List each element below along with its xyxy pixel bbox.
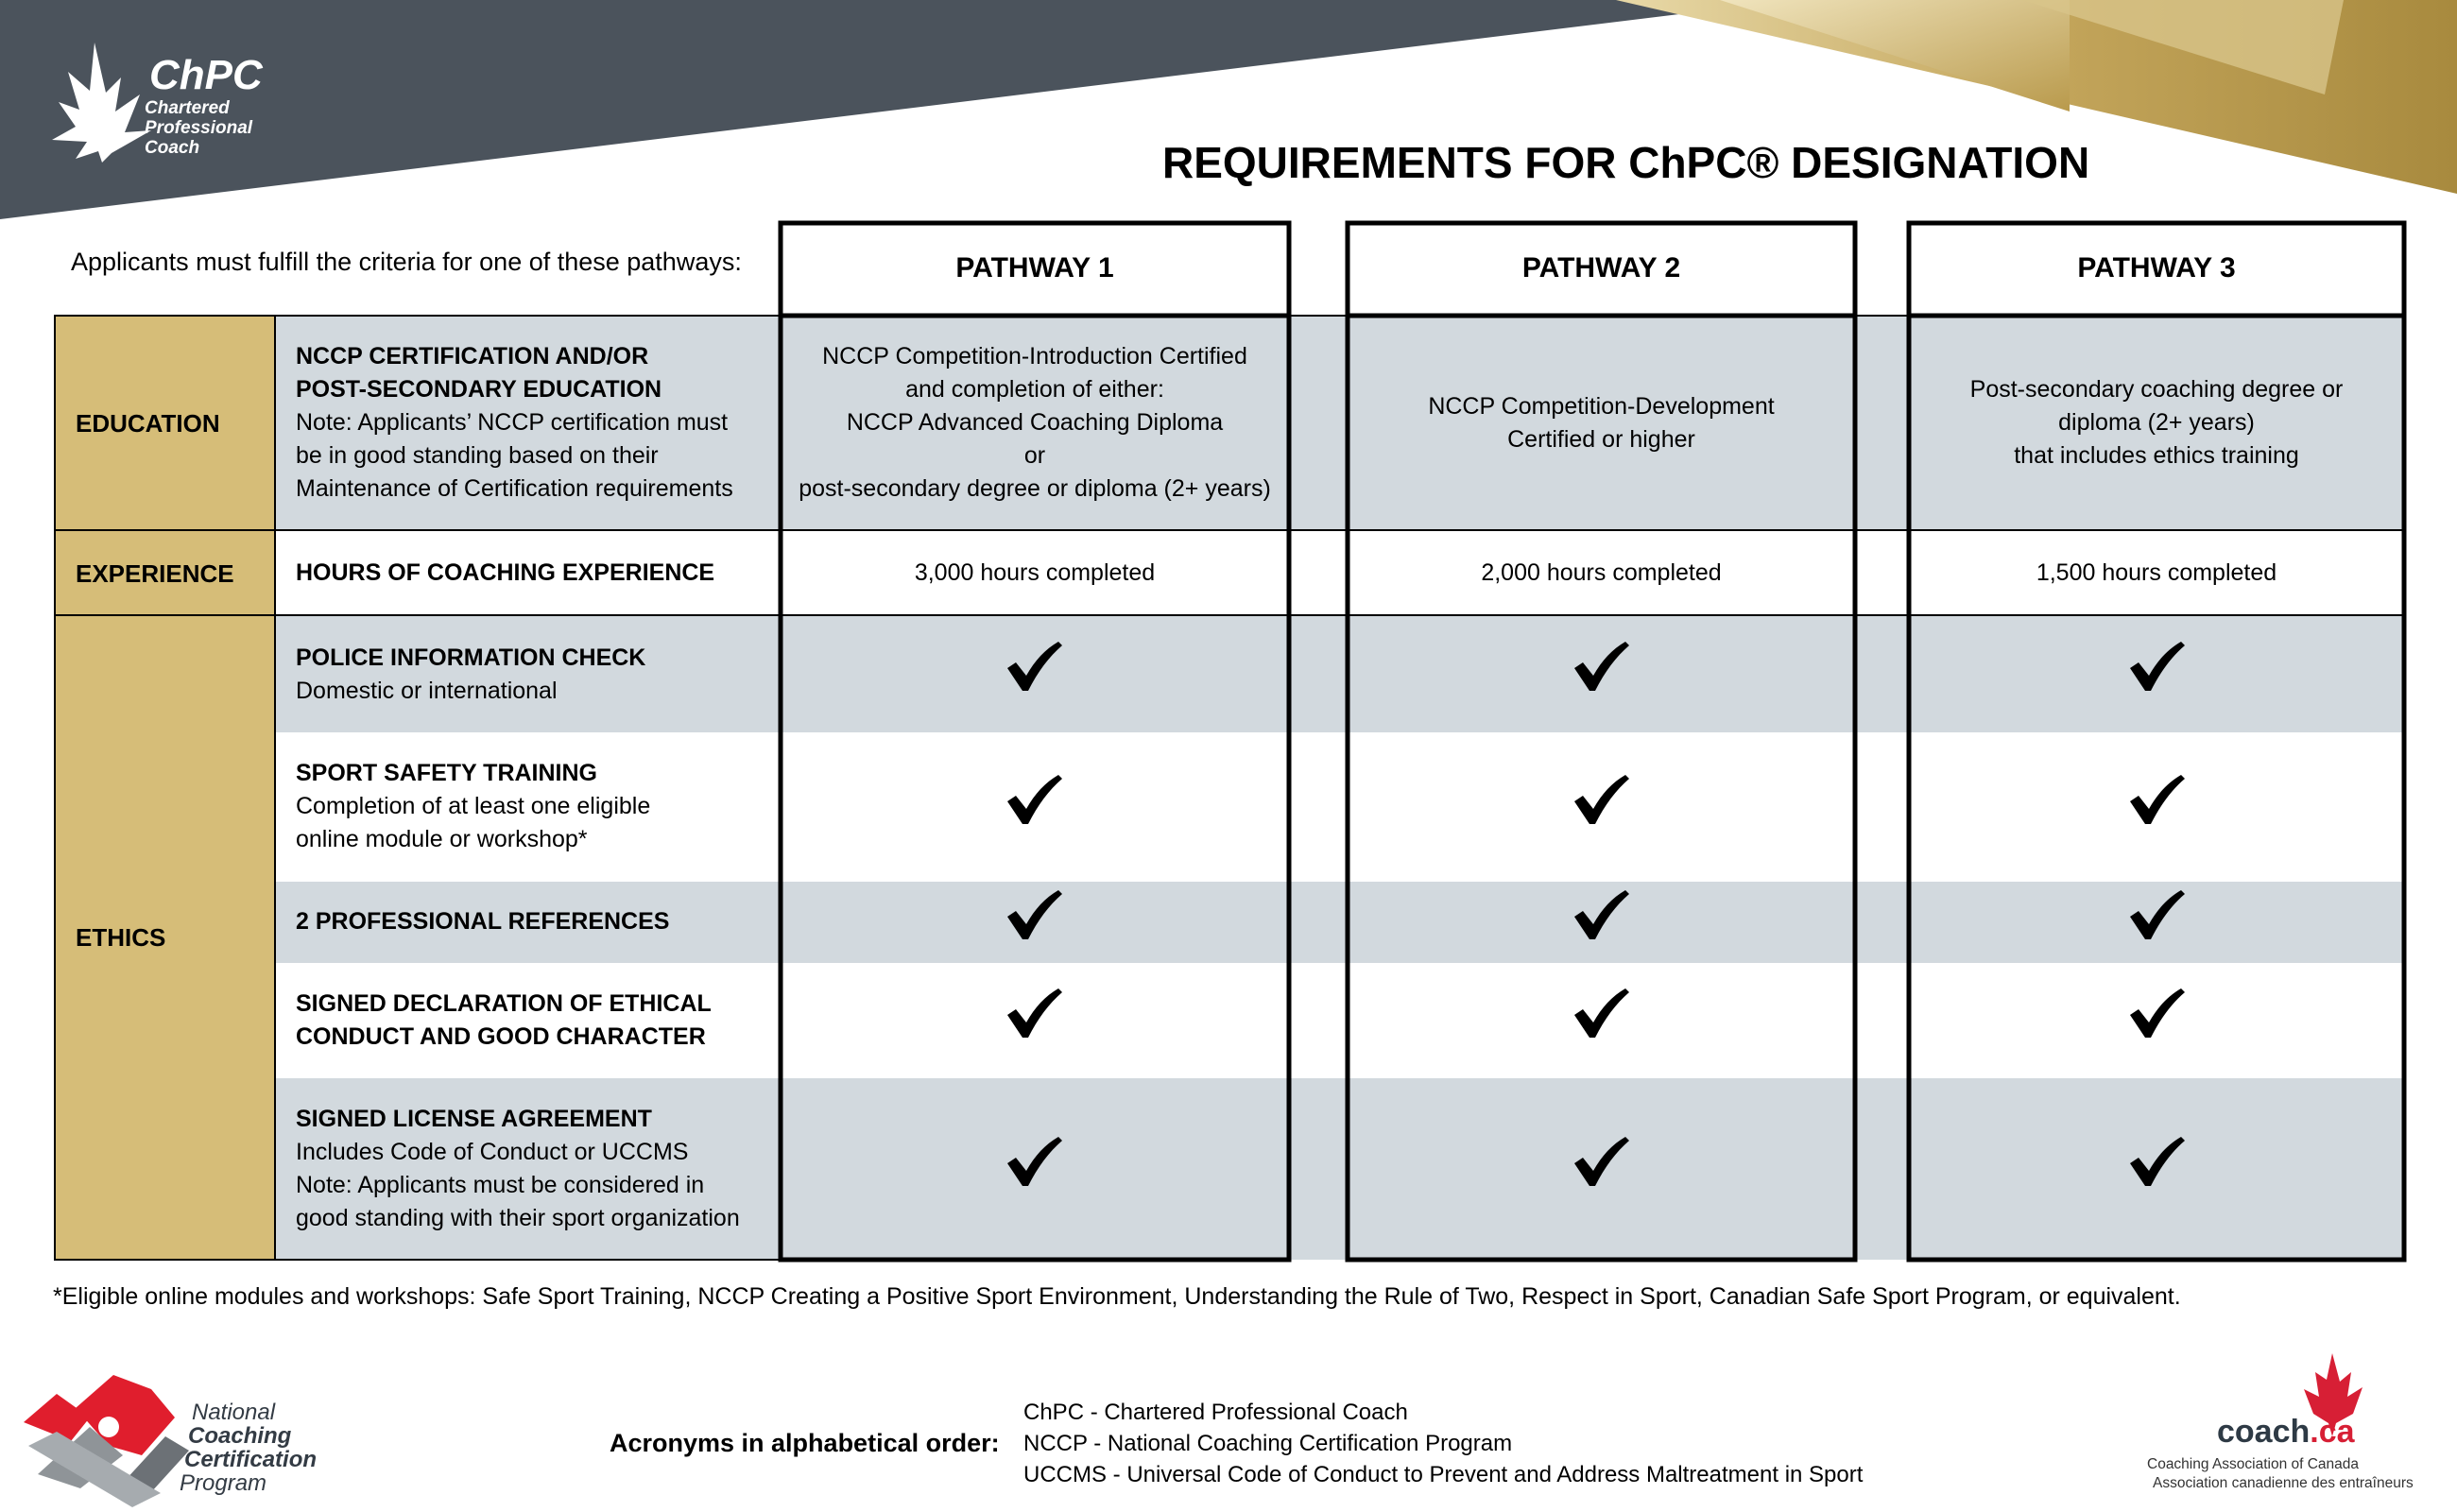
category-label-ethics: ETHICS [76, 923, 166, 952]
checkmark-icon [2126, 773, 2187, 826]
chpc-logo-line: Professional [145, 118, 253, 138]
pathway-3-header: PATHWAY 3 [2077, 252, 2236, 284]
category-label-experience: EXPERIENCE [76, 559, 234, 588]
checkmark-icon [1004, 987, 1064, 1040]
nccp-logo-line: Certification [184, 1447, 318, 1472]
cell-line: Post-secondary coaching degree or [1969, 376, 2344, 403]
checkmark-icon [1571, 1135, 1631, 1188]
requirement-note: be in good standing based on their [296, 442, 659, 469]
nccp-logo-line: Coaching [188, 1423, 292, 1449]
requirement-note: Completion of at least one eligible [296, 793, 651, 819]
page-title: REQUIREMENTS FOR ChPC® DESIGNATION [1162, 138, 2090, 187]
checkmark-icon [1004, 640, 1064, 693]
requirement-heading: SIGNED DECLARATION OF ETHICAL [296, 990, 712, 1017]
coach-ca-logo [2217, 1414, 2355, 1451]
chpc-logo-line: Chartered [145, 98, 230, 118]
cell-line: NCCP Competition-Introduction Certified [822, 343, 1247, 369]
checkmark-icon [1571, 888, 1631, 941]
coach-ca-name-fr: Association canadienne des entraîneurs [2153, 1475, 2414, 1491]
requirement-note: good standing with their sport organization [296, 1205, 740, 1231]
pathway-3-experience: 1,500 hours completed [2036, 558, 2277, 586]
nccp-logo-line: National [192, 1400, 276, 1425]
requirement-police [296, 642, 768, 708]
requirement-note: Note: Applicants’ NCCP certification must [296, 409, 729, 436]
checkmark-icon [1004, 888, 1064, 941]
checkmark-icon [1571, 773, 1631, 826]
nccp-logo-line: Program [180, 1470, 267, 1496]
cell-line: Certified or higher [1507, 425, 1695, 453]
cell-line: or [1023, 442, 1046, 469]
category-label-education: EDUCATION [76, 409, 220, 438]
checkmark-icon [1004, 1135, 1064, 1188]
cell-line: and completion of either: [905, 376, 1164, 403]
acronym-item: NCCP - National Coaching Certification Program [1023, 1431, 1513, 1456]
requirement-heading: POLICE INFORMATION CHECK [296, 644, 646, 671]
checkmark-icon [2126, 888, 2187, 941]
requirement-education [296, 340, 768, 506]
checkmark-icon [2126, 640, 2187, 693]
requirement-heading: SPORT SAFETY TRAINING [296, 760, 598, 786]
requirement-note: Includes Code of Conduct or UCCMS [296, 1139, 689, 1165]
cell-line: post-secondary degree or diploma (2+ years) [799, 475, 1271, 502]
requirement-note: online module or workshop* [296, 826, 588, 852]
pathway-3-education [1909, 316, 2404, 530]
checkmark-icon [1004, 773, 1064, 826]
requirement-safety [296, 757, 768, 856]
acronyms-title: Acronyms in alphabetical order: [610, 1429, 1000, 1457]
requirement-heading: POST-SECONDARY EDUCATION [296, 376, 662, 403]
requirement-experience [296, 557, 768, 590]
requirement-license [296, 1103, 768, 1235]
requirement-note: Domestic or international [296, 678, 558, 704]
checkmark-icon [2126, 1135, 2187, 1188]
requirement-references [296, 905, 768, 938]
requirement-heading: 2 PROFESSIONAL REFERENCES [296, 908, 670, 935]
pathway-2-education [1348, 316, 1855, 530]
pathway-1-experience: 3,000 hours completed [914, 558, 1156, 586]
chpc-logo-abbr: ChPC [149, 52, 263, 98]
acronym-item: UCCMS - Universal Code of Conduct to Prevent and Address Maltreatment in Sport [1023, 1462, 1864, 1487]
requirement-note: Maintenance of Certification requirements [296, 475, 733, 502]
acronym-item: ChPC - Chartered Professional Coach [1023, 1400, 1408, 1425]
footnote: *Eligible online modules and workshops: Safe Sport Training, NCCP Creating a Positive Sport Environment, Understanding the Rule of Two, Respect in Sport, Canadian Safe Sport Program, or equivalent. [53, 1283, 2181, 1310]
checkmark-icon [1571, 987, 1631, 1040]
checkmark-icon [2126, 987, 2187, 1040]
requirement-note: Note: Applicants must be considered in [296, 1172, 705, 1198]
coach-ca-word: coach [2217, 1414, 2311, 1450]
requirement-heading: SIGNED LICENSE AGREEMENT [296, 1106, 652, 1132]
requirement-heading: HOURS OF COACHING EXPERIENCE [296, 559, 715, 586]
checkmark-icon [1571, 640, 1631, 693]
pathway-1-education [781, 316, 1289, 530]
requirement-heading: NCCP CERTIFICATION AND/OR [296, 343, 649, 369]
cell-line: NCCP Competition-Development [1428, 392, 1775, 420]
coach-ca-name-en: Coaching Association of Canada [2147, 1456, 2360, 1472]
pathway-1-header: PATHWAY 1 [955, 252, 1114, 284]
intro-text: Applicants must fulfill the criteria for one of these pathways: [71, 248, 742, 276]
cell-line: diploma (2+ years) [2058, 409, 2255, 436]
pathway-2-experience: 2,000 hours completed [1481, 558, 1722, 586]
cell-line: NCCP Advanced Coaching Diploma [846, 409, 1224, 436]
chpc-logo-line: Coach [145, 138, 200, 158]
requirement-declaration [296, 988, 768, 1054]
pathway-2-header: PATHWAY 2 [1521, 252, 1681, 284]
cell-line: that includes ethics training [2014, 442, 2299, 469]
requirement-heading: CONDUCT AND GOOD CHARACTER [296, 1023, 706, 1050]
coach-ca-tld: .ca [2310, 1414, 2355, 1450]
